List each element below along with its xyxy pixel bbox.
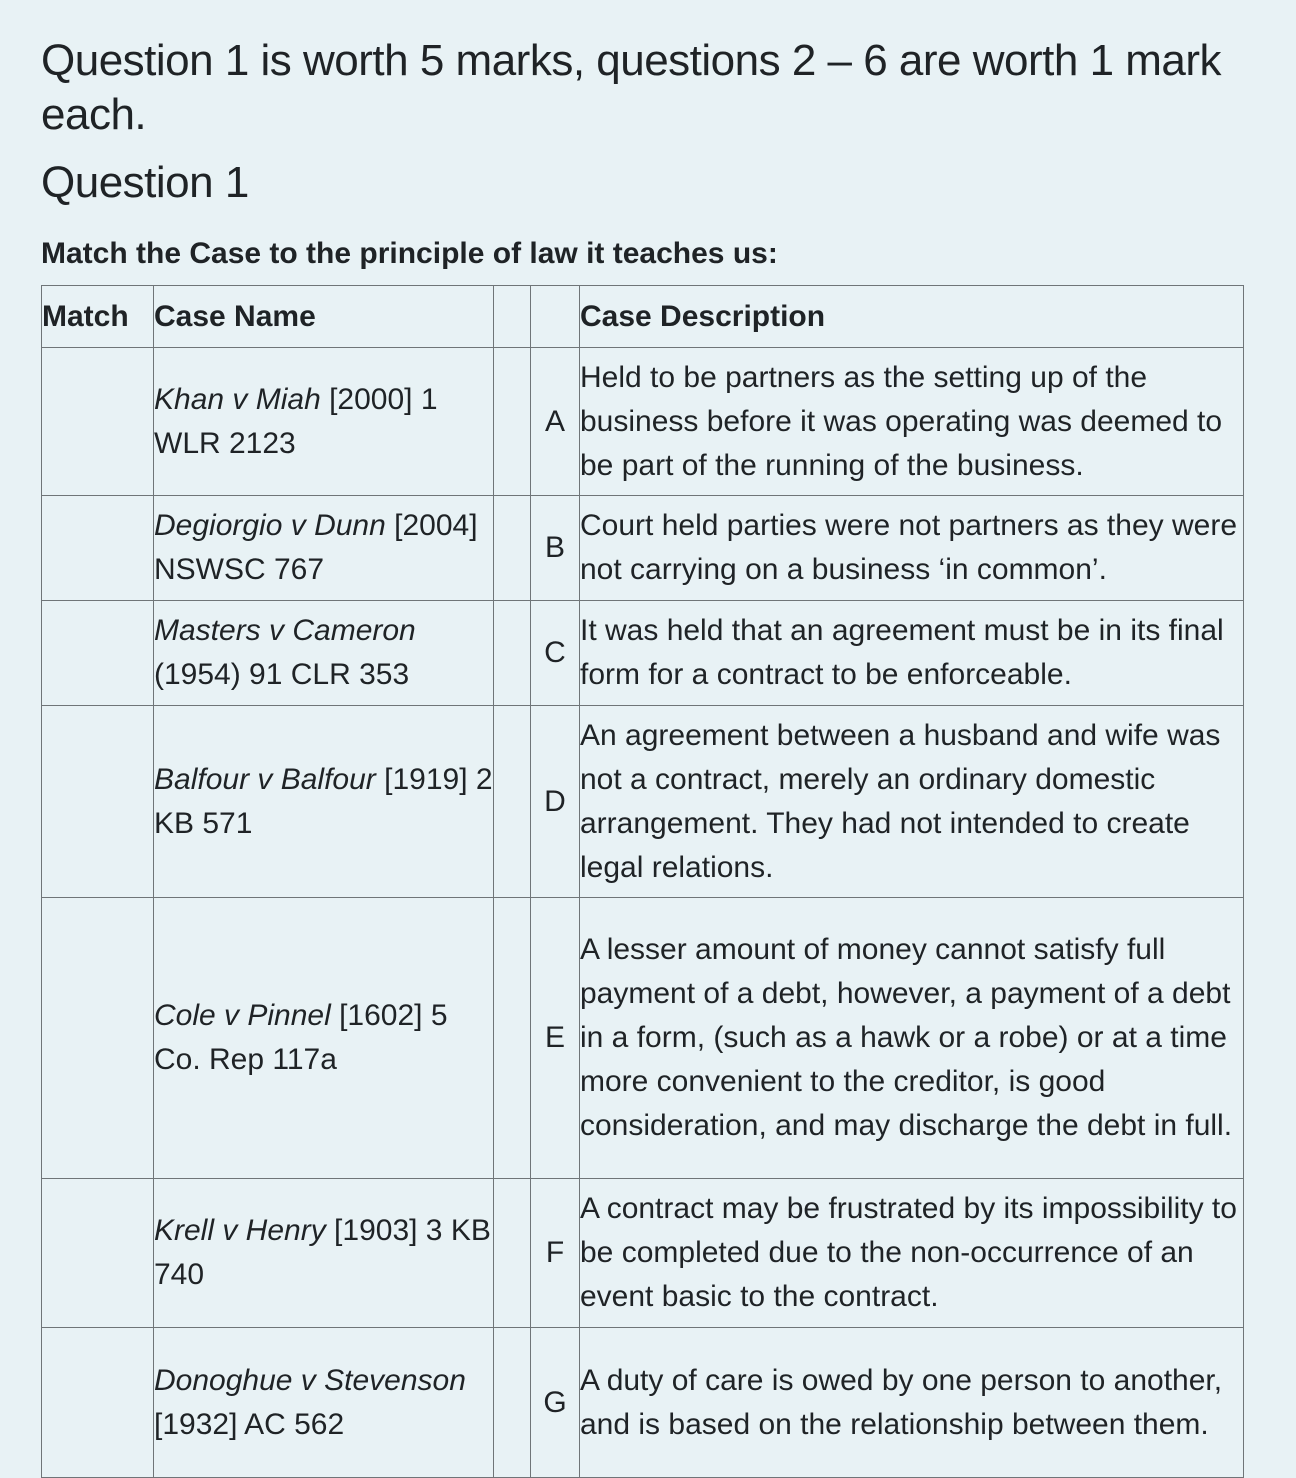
blank-cell xyxy=(494,1179,531,1328)
blank-cell xyxy=(494,601,531,706)
matching-table xyxy=(41,285,1244,1478)
match-answer-cell[interactable] xyxy=(42,1328,154,1478)
option-letter: D xyxy=(531,706,580,898)
case-description-cell: A lesser amount of money cannot satisfy full payment of a debt, however, a payment of a debt in a form, (such as a hawk or a robe) or at a time more convenient to the creditor, is good consideration, and may discharge the debt in full. xyxy=(580,898,1244,1179)
case-name-italic: Masters v Cameron xyxy=(154,614,416,647)
case-name-cell xyxy=(154,898,494,1179)
header-blank xyxy=(494,286,531,348)
blank-cell xyxy=(494,898,531,1179)
case-citation: [1919] 2 KB 571 xyxy=(154,762,501,840)
option-letter: A xyxy=(531,348,580,496)
table-row xyxy=(42,601,1244,706)
case-description-cell: Court held parties were not partners as they were not carrying on a business ‘in common’. xyxy=(580,496,1244,601)
case-name-cell xyxy=(154,706,501,898)
question-page xyxy=(41,34,1251,1441)
case-description-cell: A contract may be frustrated by its impossibility to be completed due to the non-occurrence of an event basic to the contract. xyxy=(580,1179,1244,1328)
match-answer-cell[interactable] xyxy=(42,601,154,706)
case-description-cell: It was held that an agreement must be in its final form for a contract to be enforceable. xyxy=(580,601,1244,706)
case-name-italic: Cole v Pinnel xyxy=(154,999,331,1032)
table-header-row xyxy=(42,286,1244,348)
header-letter xyxy=(531,286,580,348)
blank-cell xyxy=(494,1328,531,1478)
match-answer-cell[interactable] xyxy=(42,348,154,496)
table-row xyxy=(42,706,1244,898)
case-name-italic: Balfour v Balfour xyxy=(154,762,376,796)
case-description-cell: Held to be partners as the setting up of the business before it was operating was deemed to be part of the running of the business. xyxy=(580,348,1244,496)
match-answer-cell[interactable] xyxy=(42,1179,154,1328)
case-description-cell: A duty of care is owed by one person to another, and is based on the relationship between them. xyxy=(580,1328,1244,1478)
marks-intro: Question 1 is worth 5 marks, questions 2 – 6 are worth 1 mark each. xyxy=(41,36,1222,139)
blank-cell xyxy=(494,348,531,496)
option-letter: E xyxy=(531,898,580,1179)
case-name-cell xyxy=(154,348,494,496)
case-name-italic: Degiorgio v Dunn xyxy=(154,509,386,542)
table-row xyxy=(42,1328,1244,1478)
case-name-italic: Krell v Henry xyxy=(154,1214,326,1247)
case-name-cell xyxy=(154,496,494,601)
case-name-cell xyxy=(154,1328,494,1478)
case-citation: [1932] AC 562 xyxy=(154,1363,475,1441)
table-row xyxy=(42,348,1244,496)
match-answer-cell[interactable] xyxy=(42,496,154,601)
table-row xyxy=(42,1179,1244,1328)
instruction: Match the Case to the principle of law it teaches us: xyxy=(41,237,778,270)
case-name-cell xyxy=(154,1179,500,1328)
option-letter: B xyxy=(531,496,580,601)
case-name-cell xyxy=(154,601,494,706)
case-citation: [1903] 3 KB 740 xyxy=(154,1214,500,1291)
option-letter: G xyxy=(531,1328,580,1478)
header-match: Match xyxy=(42,286,154,348)
match-answer-cell[interactable] xyxy=(42,898,154,1179)
case-name-italic: Khan v Miah xyxy=(154,382,321,416)
blank-cell xyxy=(494,706,531,898)
case-description-cell: An agreement between a husband and wife was not a contract, merely an ordinary domestic arrangement. They had not intended to create legal relations. xyxy=(580,706,1244,898)
question-title: Question 1 xyxy=(41,158,249,207)
option-letter: C xyxy=(531,601,580,706)
case-name-italic: Donoghue v Stevenson xyxy=(154,1363,466,1397)
case-citation: [2004] NSWSC 767 xyxy=(154,509,486,586)
case-citation: [2000] 1 WLR 2123 xyxy=(154,382,446,460)
table-row xyxy=(42,898,1244,1179)
table-row xyxy=(42,496,1244,601)
match-answer-cell[interactable] xyxy=(42,706,154,898)
option-letter: F xyxy=(531,1179,580,1328)
blank-cell xyxy=(494,496,531,601)
case-citation: [1602] 5 Co. Rep 117a xyxy=(154,999,456,1076)
header-case-description: Case Description xyxy=(580,286,1244,348)
case-citation: (1954) 91 CLR 353 xyxy=(154,614,425,691)
header-case-name: Case Name xyxy=(154,286,494,348)
